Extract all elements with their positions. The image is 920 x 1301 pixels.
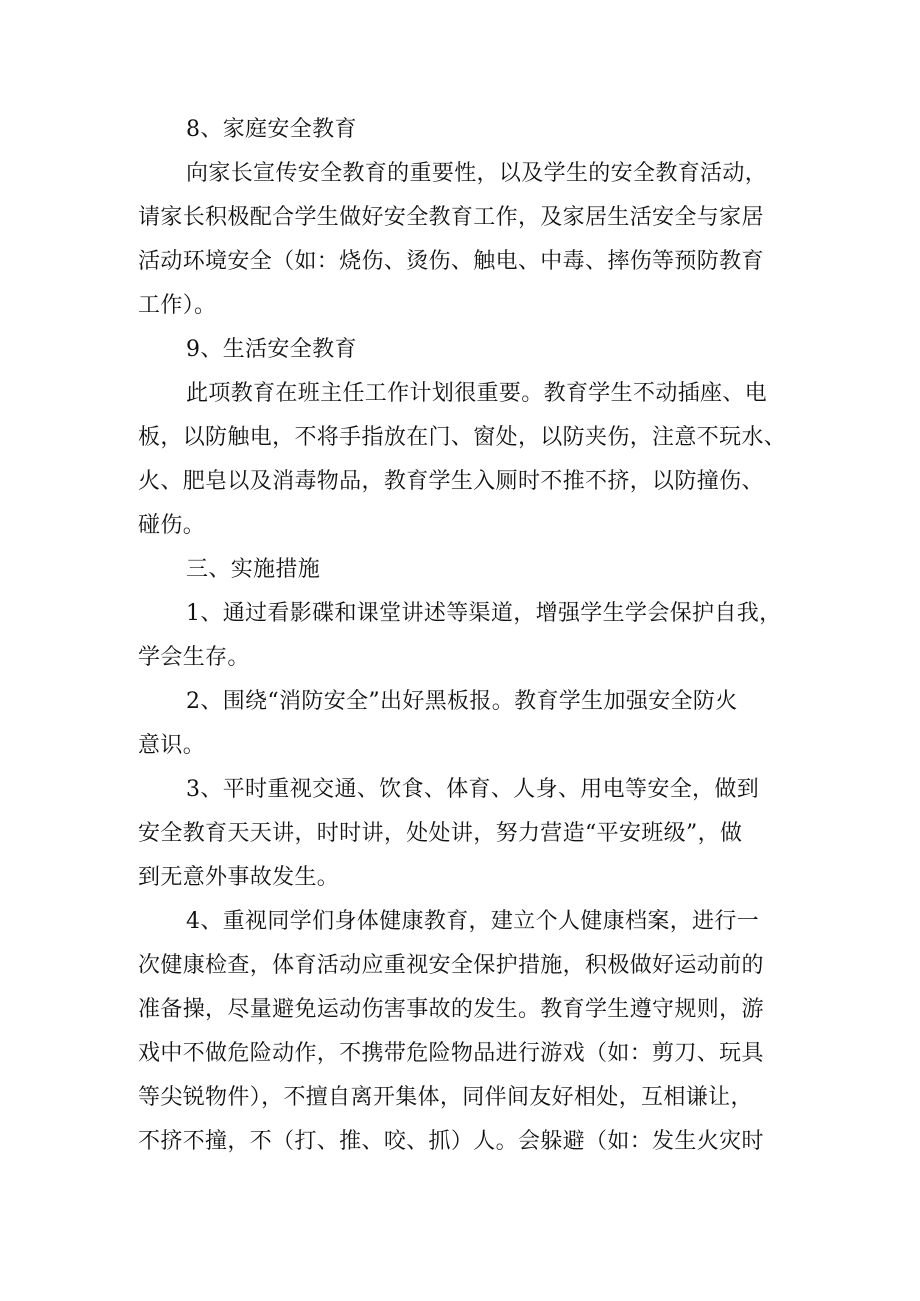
paragraph-line: 等尖锐物件），不擅自离开集体，同伴间友好相处，互相谦让， bbox=[138, 1085, 753, 1110]
paragraph-line: 次健康检查，体育活动应重视安全保护措施，积极做好运动前的 bbox=[138, 953, 764, 978]
paragraph-line: 工作）。 bbox=[138, 293, 217, 318]
section-heading-home-safety: 8、家庭安全教育 bbox=[186, 117, 357, 142]
paragraph-line: 2、围绕“消防安全”出好黑板报。教育学生加强安全防火 bbox=[186, 689, 738, 714]
paragraph-line: 不挤不撞，不（打、推、咬、抓）人。会躲避（如：发生火灾时 bbox=[138, 1129, 764, 1154]
paragraph-line: 到无意外事故发生。 bbox=[138, 865, 340, 890]
paragraph-line: 请家长积极配合学生做好安全教育工作，及家居生活安全与家居 bbox=[138, 205, 764, 230]
paragraph-line: 碰伤。 bbox=[138, 513, 206, 538]
paragraph-line: 学会生存。 bbox=[138, 645, 250, 670]
document-body bbox=[138, 108, 790, 1164]
paragraph-line: 1、通过看影碟和课堂讲述等渠道，增强学生学会保护自我， bbox=[186, 601, 782, 626]
paragraph-line: 意识。 bbox=[138, 733, 206, 758]
paragraph-line: 火、肥皂以及消毒物品，教育学生入厕时不推不挤，以防撞伤、 bbox=[138, 469, 764, 494]
paragraph-line: 4、重视同学们身体健康教育，建立个人健康档案，进行一 bbox=[186, 909, 760, 934]
paragraph-line: 向家长宣传安全教育的重要性，以及学生的安全教育活动， bbox=[186, 161, 768, 186]
paragraph-line: 3、平时重视交通、饮食、体育、人身、用电等安全，做到 bbox=[186, 777, 760, 802]
paragraph-line: 安全教育天天讲，时时讲，处处讲，努力营造“平安班级”，做 bbox=[138, 821, 743, 846]
paragraph-line: 板，以防触电，不将手指放在门、窗处，以防夹伤，注意不玩水、 bbox=[138, 425, 787, 450]
paragraph-line: 戏中不做危险动作，不携带危险物品进行游戏（如：剪刀、玩具 bbox=[138, 1041, 764, 1066]
section-heading-life-safety: 9、生活安全教育 bbox=[186, 337, 357, 362]
paragraph-line: 此项教育在班主任工作计划很重要。教育学生不动插座、电 bbox=[186, 381, 768, 406]
paragraph-line: 活动环境安全（如：烧伤、烫伤、触电、中毒、摔伤等预防教育 bbox=[138, 249, 764, 274]
section-heading-measures: 三、实施措施 bbox=[186, 557, 321, 582]
paragraph-line: 准备操，尽量避免运动伤害事故的发生。教育学生遵守规则，游 bbox=[138, 997, 764, 1022]
